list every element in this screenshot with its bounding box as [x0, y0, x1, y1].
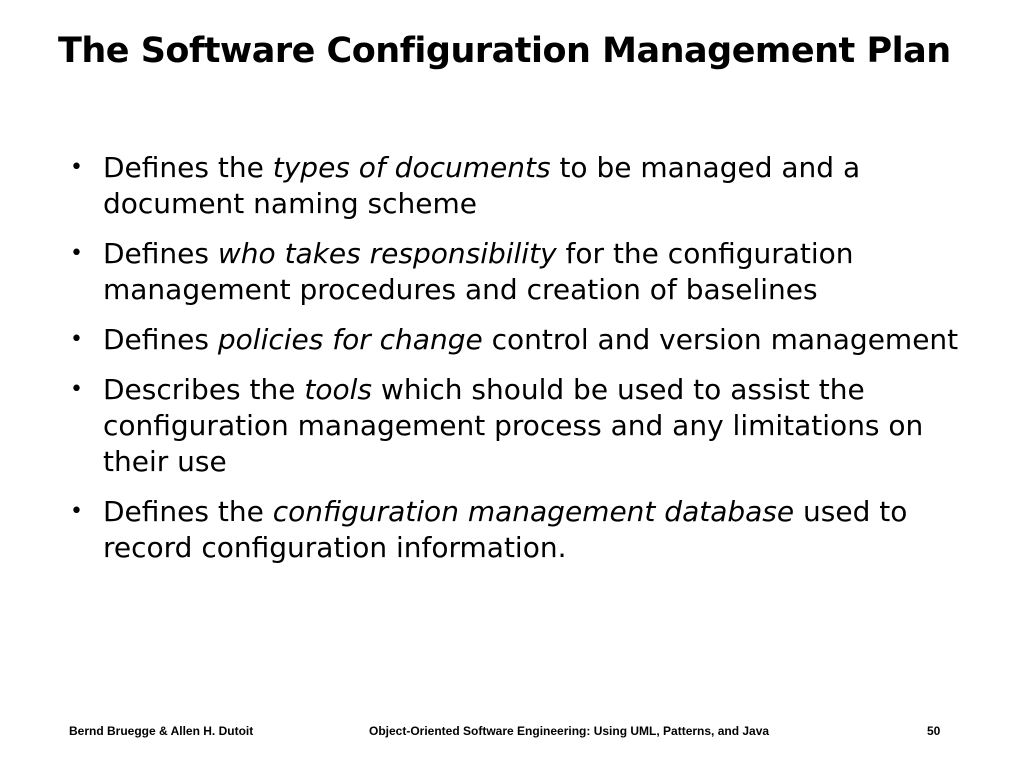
bullet-text: Defines: [103, 323, 218, 356]
bullet-text: Describes the: [103, 373, 305, 406]
slide-title: The Software Configuration Management Plan: [58, 31, 951, 71]
bullet-dot-icon: •: [70, 155, 83, 180]
bullet-emphasis: types of documents: [272, 151, 551, 184]
bullet-item: [70, 494, 970, 566]
footer-authors: Bernd Bruegge & Allen H. Dutoit: [69, 724, 254, 738]
bullet-text: used to record configuration information.: [103, 495, 908, 564]
bullet-text: to be managed and a document naming scheme: [103, 151, 861, 220]
bullet-dot-icon: •: [70, 241, 83, 266]
bullet-emphasis: tools: [304, 373, 373, 406]
bullet-text: control and version management: [482, 323, 959, 356]
bullet-item: [70, 322, 970, 358]
bullet-item: [70, 150, 970, 222]
bullet-emphasis: configuration management database: [272, 495, 795, 528]
bullet-dot-icon: •: [70, 327, 83, 352]
bullet-text: for the configuration management procedures and creation of baselines: [103, 237, 854, 306]
footer-page-number: 50: [927, 724, 941, 738]
bullet-text: Defines the: [103, 495, 273, 528]
footer-book-title: Object-Oriented Software Engineering: Using UML, Patterns, and Java: [369, 724, 770, 738]
bullet-text: Defines the: [103, 151, 273, 184]
bullet-item: [70, 372, 970, 480]
bullet-list: [70, 150, 970, 580]
bullet-emphasis: policies for change: [217, 323, 483, 356]
bullet-dot-icon: •: [70, 377, 83, 402]
bullet-text: which should be used to assist the configuration management process and any limitations on their use: [103, 373, 924, 478]
bullet-text: Defines: [103, 237, 218, 270]
bullet-dot-icon: •: [70, 499, 83, 524]
bullet-item: [70, 236, 970, 308]
bullet-emphasis: who takes responsibility: [217, 237, 557, 270]
